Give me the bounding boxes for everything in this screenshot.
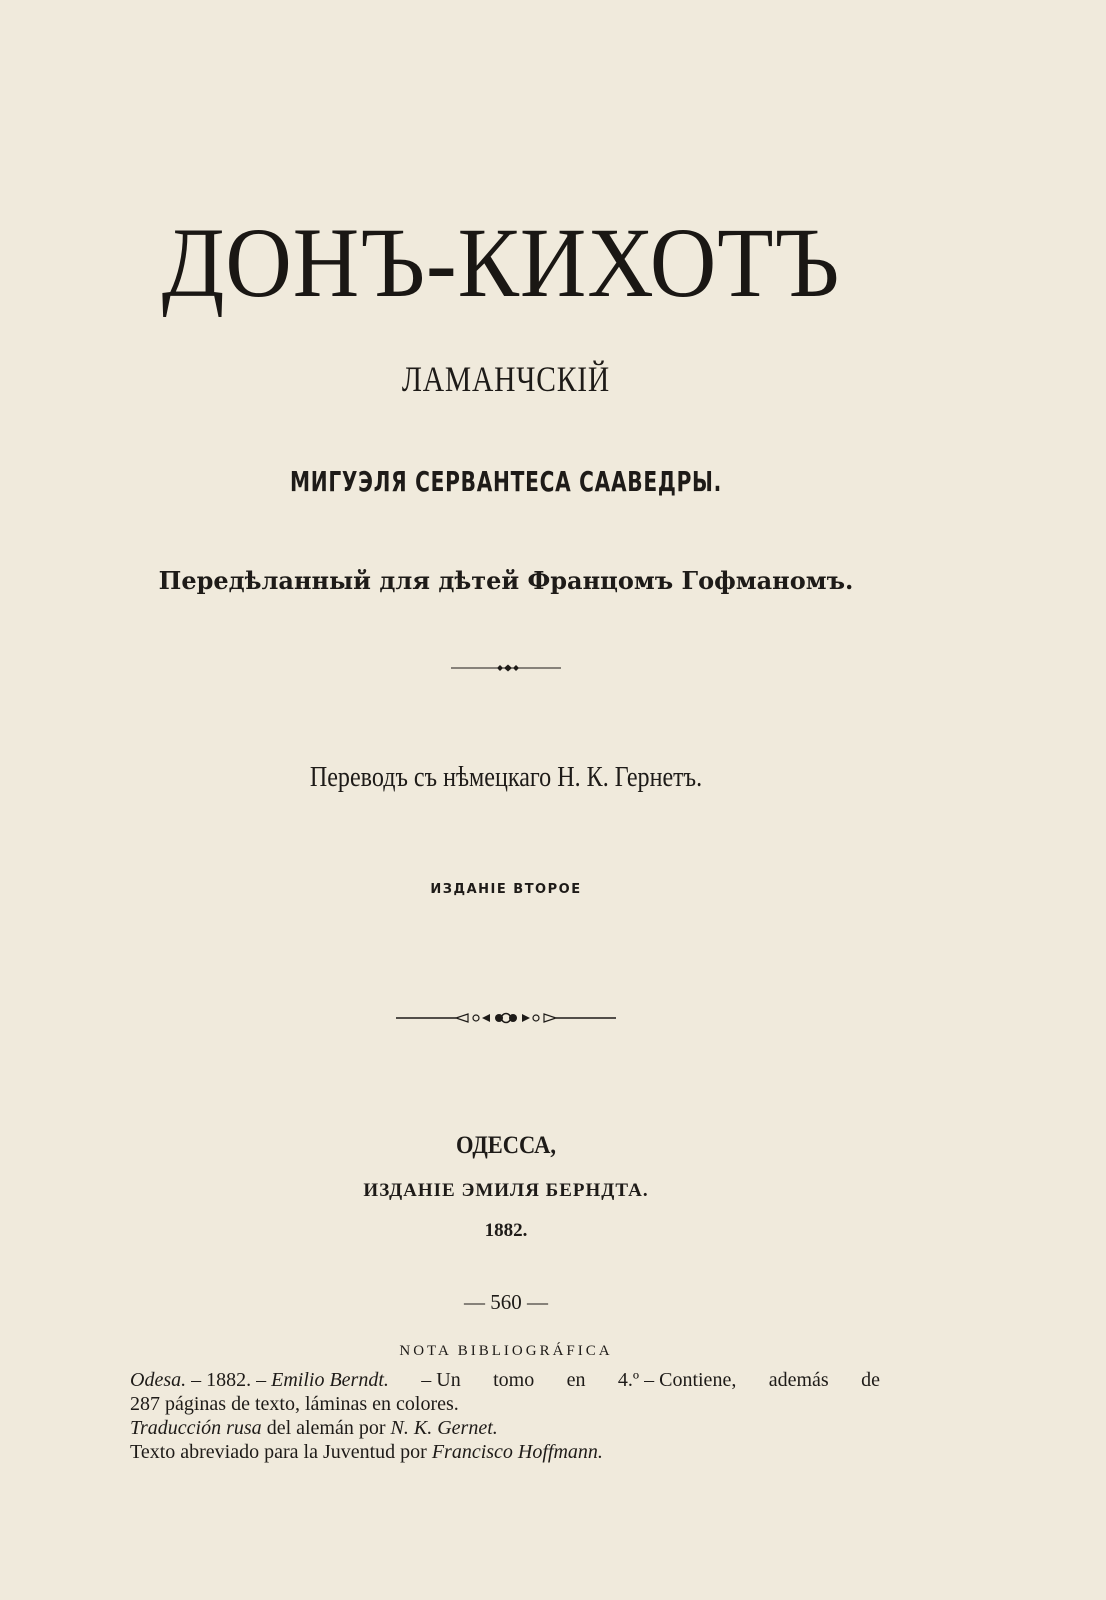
nota-line-1 xyxy=(130,1368,880,1392)
page-number: — 560 — xyxy=(464,1290,548,1314)
nota-line-3 xyxy=(130,1416,880,1440)
nota-publisher: Emilio Berndt. xyxy=(271,1369,389,1391)
nota-adapter: Francisco Hoffmann. xyxy=(431,1441,603,1463)
nota-line-4 xyxy=(130,1440,880,1464)
ornament-rule-icon xyxy=(451,663,561,673)
nota-word: de xyxy=(861,1369,880,1391)
nota-word: – Un xyxy=(421,1369,461,1391)
nota-line-2: 287 páginas de texto, láminas en colores. xyxy=(130,1393,459,1415)
ornament-scroll-icon xyxy=(396,1011,616,1025)
ornament-divider-small xyxy=(0,658,1059,677)
bibliographic-note xyxy=(130,1368,880,1464)
imprint-publisher: ИЗДАНІЕ ЭМИЛЯ БЕРНДТА. xyxy=(363,1180,649,1201)
nota-sep: – 1882. – xyxy=(186,1369,272,1391)
nota-place: Odesa. xyxy=(130,1369,187,1391)
ornament-divider-large xyxy=(0,1010,1059,1029)
adaptation-line: Передѣланный для дѣтей Францомъ Гофманомъ. xyxy=(158,566,854,595)
nota-word: en xyxy=(566,1369,586,1391)
translation-line: Переводъ съ нѣмецкаго Н. К. Гернетъ. xyxy=(309,762,703,793)
imprint-year: 1882. xyxy=(484,1220,528,1241)
nota-translator: N. K. Gernet. xyxy=(390,1417,498,1439)
author-line: МИГУЭЛЯ СЕРВАНТЕСА СААВЕДРЫ. xyxy=(289,465,723,498)
nota-abridged-text: Texto abreviado para la Juventud por xyxy=(130,1441,432,1463)
nota-word: 4.º – Contiene, xyxy=(617,1369,737,1391)
nota-translation-label: Traducción rusa xyxy=(130,1417,262,1439)
nota-word: tomo xyxy=(493,1369,535,1391)
nota-translation-mid: del alemán por xyxy=(261,1417,391,1439)
nota-heading: NOTA BIBLIOGRÁFICA xyxy=(399,1343,613,1359)
book-title: ДОНЪ-КИХОТЪ xyxy=(161,207,841,318)
edition-line: ИЗДАНІЕ ВТОРОЕ xyxy=(430,882,582,897)
book-subtitle: ЛАМАНЧСКІЙ xyxy=(401,359,611,399)
nota-word: además xyxy=(768,1369,829,1391)
imprint-city: ОДЕССА, xyxy=(455,1132,557,1159)
